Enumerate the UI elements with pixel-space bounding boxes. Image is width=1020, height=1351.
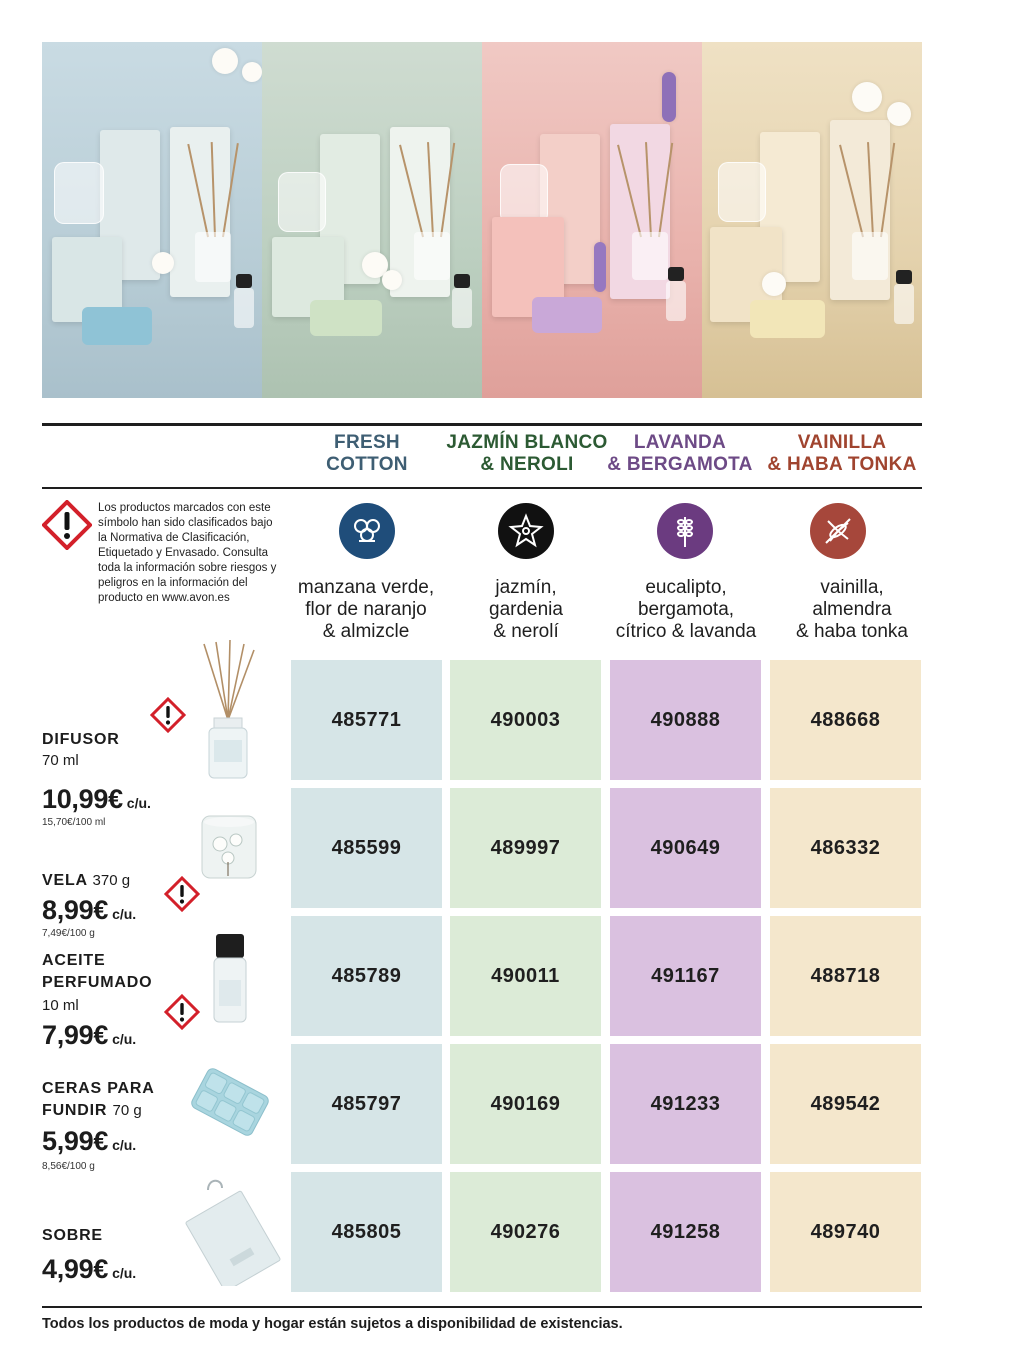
oil-cap-image: [668, 267, 684, 281]
vanilla-flower-image: [887, 102, 911, 126]
footer-rule: [42, 1306, 922, 1308]
code-cell: 489542: [770, 1044, 921, 1164]
note-line: jazmín,: [495, 577, 557, 598]
column-header-line: COTTON: [326, 454, 408, 475]
oil-bottle-image: [452, 288, 472, 328]
code-cell: 485771: [291, 660, 442, 780]
product-price: [42, 1254, 136, 1285]
jasmine-flower-icon: [498, 503, 554, 559]
product-name-sobre: SOBRE: [42, 1227, 103, 1244]
footer-disclaimer: Todos los productos de moda y hogar están sujetos a disponibilidad de existencias.: [42, 1316, 623, 1332]
product-name-line: CERAS PARA: [42, 1080, 155, 1097]
cotton-flower-image: [212, 48, 238, 74]
note-line: & haba tonka: [796, 621, 908, 642]
code-cell: 489740: [770, 1172, 921, 1292]
note-line: & almizcle: [322, 621, 410, 642]
price-value: 5,99€: [42, 1126, 109, 1156]
price-unit: c/u.: [126, 795, 151, 811]
column-header-line: & HABA TONKA: [767, 454, 917, 475]
code-cell: 490169: [450, 1044, 601, 1164]
product-size: 70 ml: [42, 752, 79, 769]
code-cell: 485805: [291, 1172, 442, 1292]
oil-bottle-image: [234, 288, 254, 328]
code-cell: 488668: [770, 660, 921, 780]
header-rule: [42, 487, 922, 489]
lavender-sprig-image: [662, 72, 676, 122]
hazard-warning-icon: [164, 876, 200, 912]
code-cell: 490888: [610, 660, 761, 780]
code-cell: 485797: [291, 1044, 442, 1164]
code-cell: 485599: [291, 788, 442, 908]
note-line: manzana verde,: [297, 577, 435, 598]
hero-panel-vainilla-haba-tonka: [702, 42, 922, 398]
column-header-line: FRESH: [334, 432, 400, 453]
price-value: 4,99€: [42, 1254, 109, 1284]
oil-bottle-image: [894, 284, 914, 324]
lavender-sprig-image: [594, 242, 606, 292]
diffuser-bottle-image: [195, 232, 231, 282]
product-size: 370 g: [92, 872, 131, 889]
price-per-unit: 7,49€/100 g: [42, 928, 95, 939]
hero-panel-fresh-cotton: [42, 42, 262, 398]
product-name-ceras-para-fundir: [42, 1078, 155, 1122]
hazard-warning-icon: [42, 500, 92, 550]
top-rule: [42, 423, 922, 426]
product-price: [42, 895, 136, 926]
note-line: cítrico & lavanda: [615, 621, 757, 642]
code-cell: 485789: [291, 916, 442, 1036]
hero-product-photo: [42, 42, 922, 398]
hero-panel-jazmin-neroli: [262, 42, 482, 398]
vanilla-flower-icon: [810, 503, 866, 559]
hazard-warning-icon: [150, 697, 186, 733]
note-line: & nerolí: [493, 621, 559, 642]
diffuser-thumbnail: [198, 640, 258, 780]
code-cell: 491233: [610, 1044, 761, 1164]
diffuser-bottle-image: [414, 232, 450, 280]
column-header-vainilla-haba-tonka: [762, 432, 922, 476]
cotton-flower-image: [152, 252, 174, 274]
product-name-line: FUNDIR: [42, 1102, 108, 1119]
code-cell: 490011: [450, 916, 601, 1036]
hazard-warning-icon: [164, 994, 200, 1030]
price-value: 8,99€: [42, 895, 109, 925]
diffuser-bottle-image: [852, 232, 888, 280]
candle-thumbnail: [198, 812, 260, 882]
wax-melt-thumbnail: [188, 1066, 272, 1138]
note-line: bergamota,: [637, 599, 735, 620]
oil-bottle-image: [666, 281, 686, 321]
product-name-line: PERFUMADO: [42, 974, 153, 991]
column-header-lavanda-bergamota: [600, 432, 760, 476]
wax-melt-image: [310, 300, 382, 336]
price-per-unit: 15,70€/100 ml: [42, 817, 106, 828]
scent-notes-fresh-cotton: [280, 577, 452, 643]
product-name: VELA: [42, 872, 88, 889]
column-header-line: & BERGAMOTA: [607, 454, 753, 475]
price-unit: c/u.: [112, 1137, 137, 1153]
vanilla-flower-image: [762, 272, 786, 296]
note-line: vainilla,: [820, 577, 884, 598]
code-cell: 489997: [450, 788, 601, 908]
vanilla-flower-image: [852, 82, 882, 112]
column-header-line: VAINILLA: [797, 432, 887, 453]
price-unit: c/u.: [112, 1031, 137, 1047]
cotton-flower-icon: [339, 503, 395, 559]
code-cell: 490649: [610, 788, 761, 908]
product-size: 70 g: [112, 1102, 142, 1119]
note-line: almendra: [812, 599, 892, 620]
column-header-line: JAZMÍN BLANCO: [446, 432, 608, 453]
note-line: eucalipto,: [645, 577, 727, 598]
code-cell: 491258: [610, 1172, 761, 1292]
product-name-aceite-perfumado: [42, 950, 152, 994]
code-cell: 491167: [610, 916, 761, 1036]
note-line: gardenia: [489, 599, 563, 620]
price-per-unit: 8,56€/100 g: [42, 1161, 95, 1172]
scent-notes-lavanda-bergamota: [600, 577, 772, 643]
sachet-thumbnail: [178, 1176, 282, 1286]
price-value: 10,99€: [42, 784, 123, 814]
code-cell: 490003: [450, 660, 601, 780]
column-header-fresh-cotton: [287, 432, 447, 476]
product-price: [42, 784, 151, 815]
wax-melt-image: [82, 307, 152, 345]
oil-cap-image: [454, 274, 470, 288]
diffuser-bottle-image: [632, 232, 668, 280]
candle-jar-image: [54, 162, 104, 224]
candle-jar-image: [500, 164, 548, 224]
product-price: [42, 1020, 136, 1051]
product-price: [42, 1126, 136, 1157]
product-name-vela: [42, 870, 130, 892]
note-line: flor de naranjo: [305, 599, 427, 620]
column-header-line: & NEROLI: [480, 454, 574, 475]
product-name-line: ACEITE: [42, 952, 106, 969]
code-cell: 488718: [770, 916, 921, 1036]
oil-cap-image: [236, 274, 252, 288]
oil-thumbnail: [210, 932, 250, 1024]
jasmine-flower-image: [382, 270, 402, 290]
column-header-jazmin-neroli: [432, 432, 622, 476]
scent-notes-vainilla-haba-tonka: [768, 577, 936, 643]
price-unit: c/u.: [112, 906, 137, 922]
price-unit: c/u.: [112, 1265, 137, 1281]
code-cell: 490276: [450, 1172, 601, 1292]
product-name-difusor: DIFUSOR: [42, 731, 120, 748]
product-size: 10 ml: [42, 997, 79, 1014]
cotton-flower-image: [242, 62, 262, 82]
oil-cap-image: [896, 270, 912, 284]
wax-melt-image: [750, 300, 825, 338]
candle-jar-image: [278, 172, 326, 232]
wax-melt-image: [532, 297, 602, 333]
column-header-line: LAVANDA: [633, 432, 727, 453]
scent-notes-jazmin-neroli: [442, 577, 610, 643]
lavender-sprig-icon: [657, 503, 713, 559]
price-value: 7,99€: [42, 1020, 109, 1050]
hazard-notice-text: Los productos marcados con este símbolo han sido clasificados bajo la Normativa de Clasificación, Etiquetado y Envasado. Consulta toda la información sobre riesgos y peligros en la información del producto en www.avon.es: [98, 502, 277, 604]
hero-panel-lavanda-bergamota: [482, 42, 702, 398]
candle-jar-image: [718, 162, 766, 222]
code-cell: 486332: [770, 788, 921, 908]
